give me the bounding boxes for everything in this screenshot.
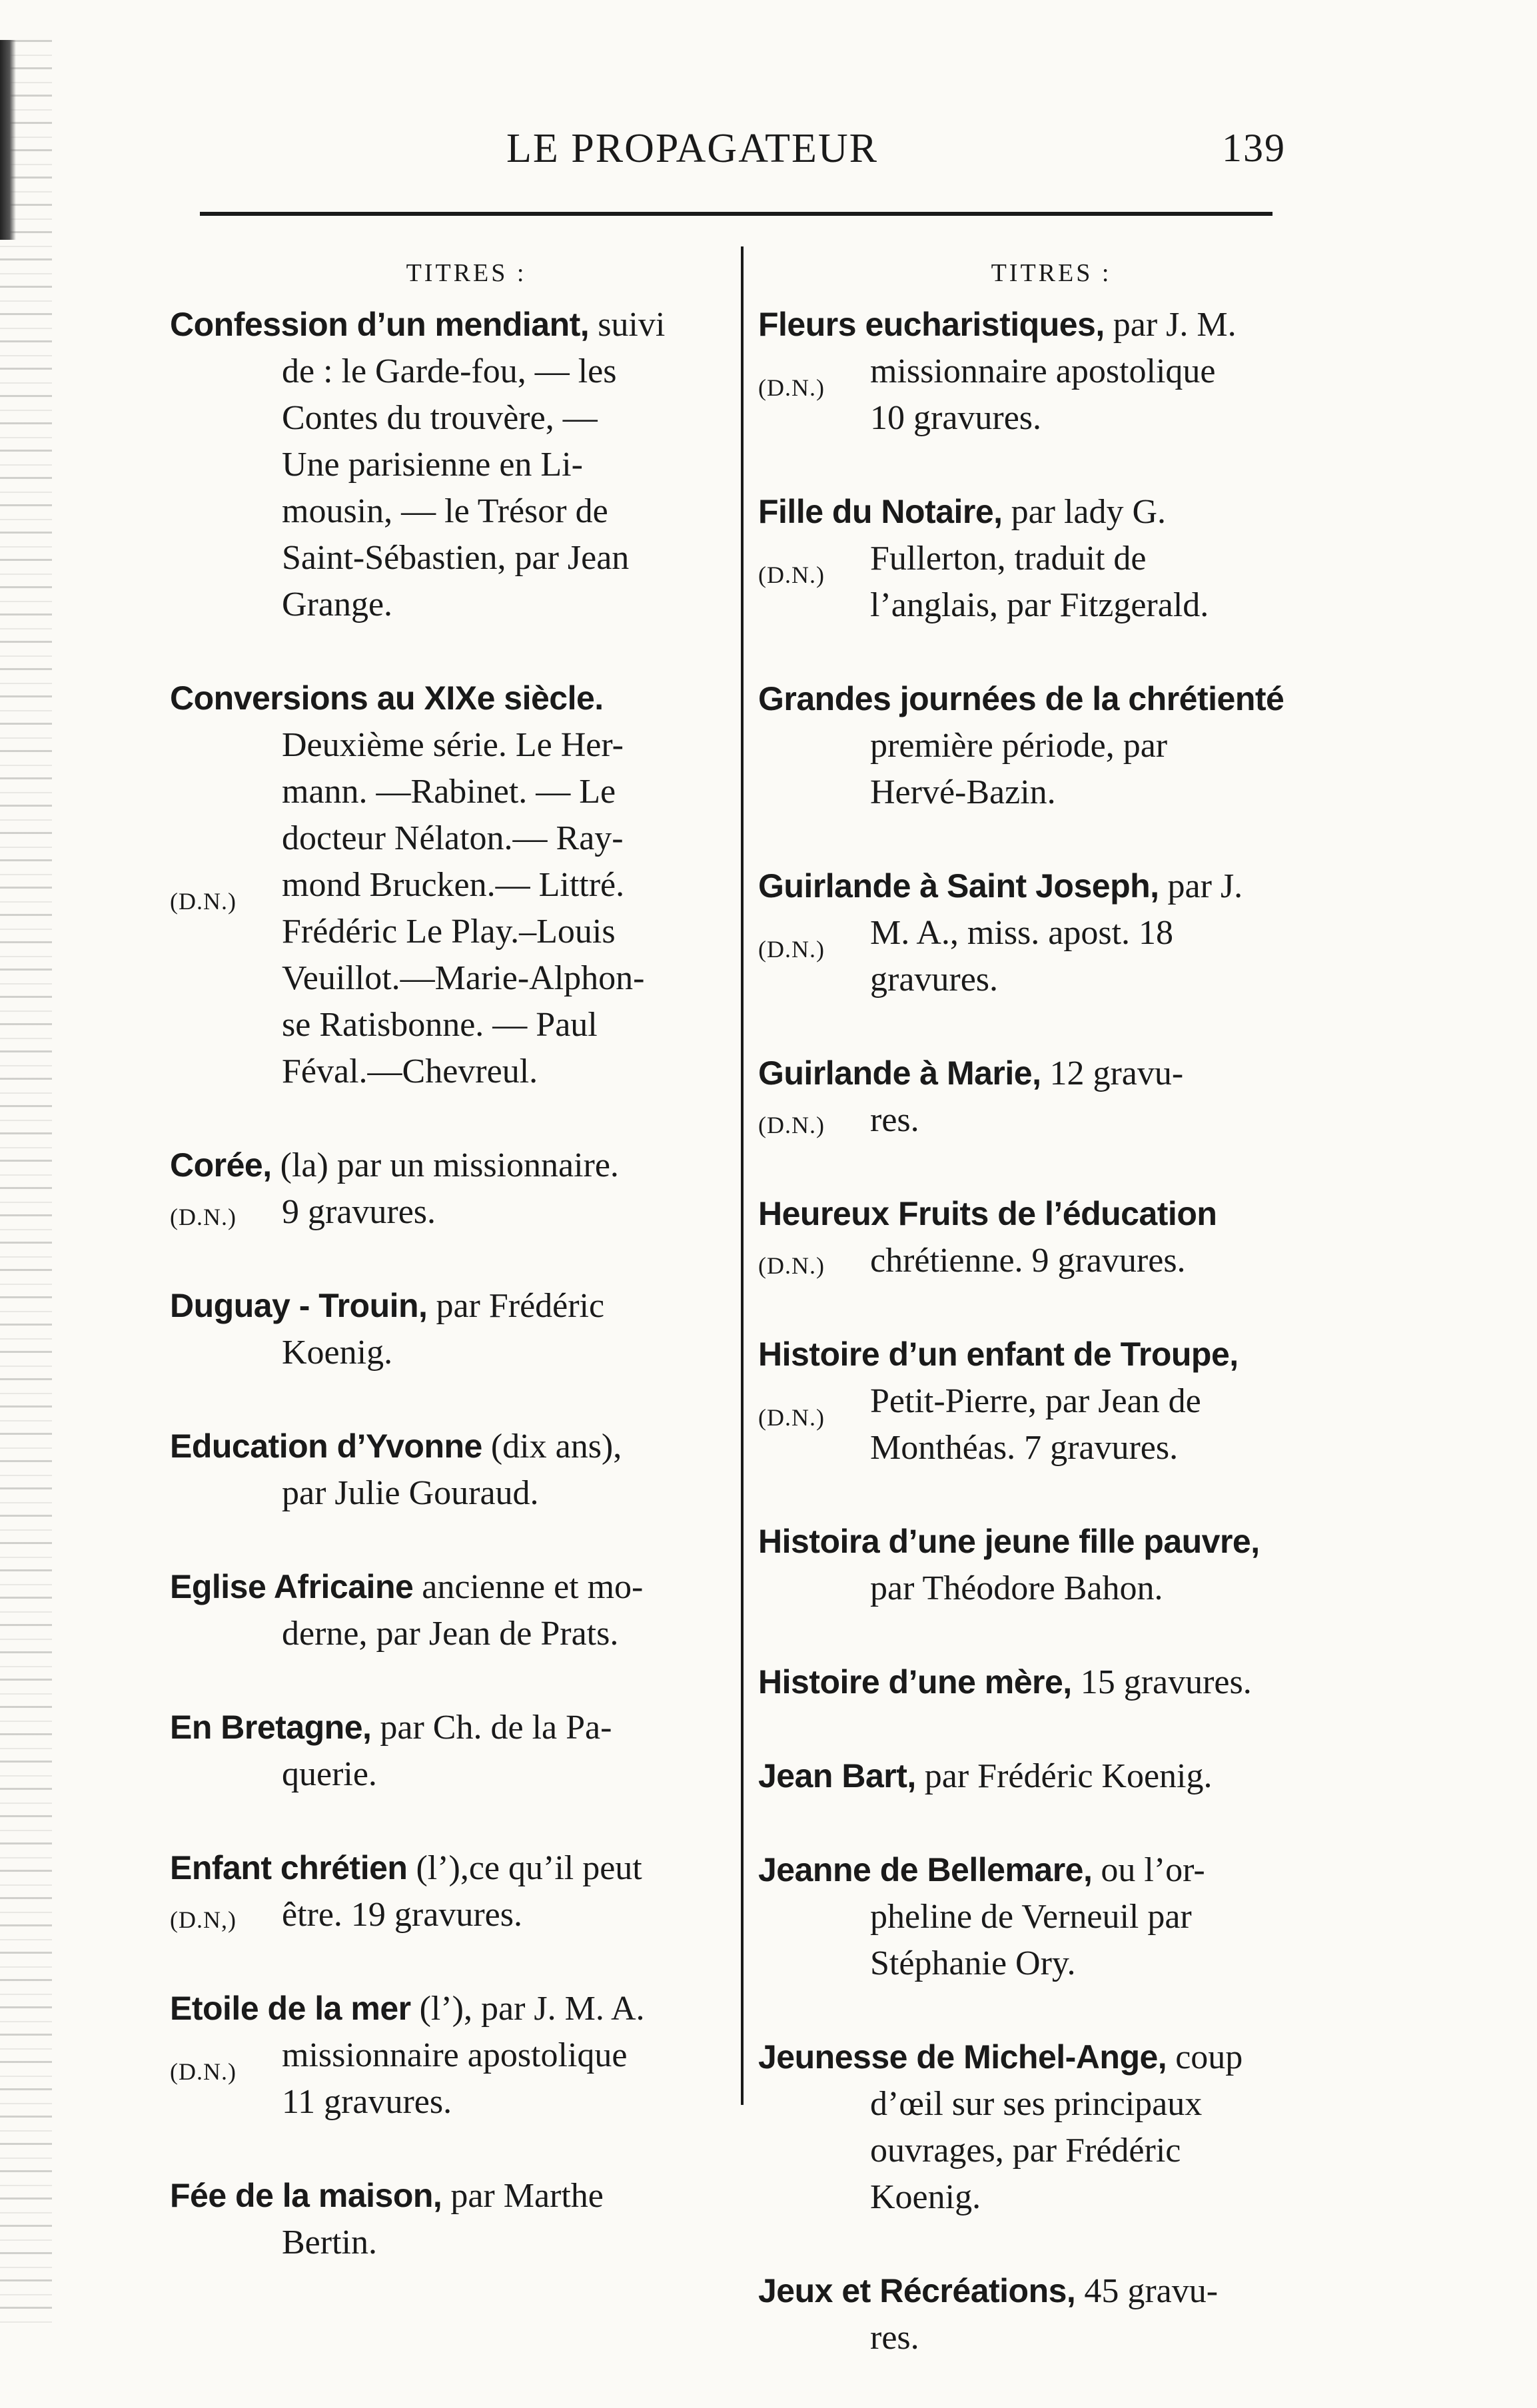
entry-title: Education d’Yvonne — [170, 1427, 482, 1465]
entry-title: Confession d’un mendiant, — [170, 306, 590, 343]
column-heading: TITRES : — [991, 259, 1112, 287]
entry-title: Duguay - Trouin, — [170, 1287, 428, 1324]
entry-text: par J. — [1159, 867, 1243, 905]
entry-continuation-line: pheline de Verneuil par — [870, 1898, 1192, 1936]
entry-text: par J. M. — [1104, 306, 1237, 344]
entry-continuation-line: Une parisienne en Li- — [282, 446, 583, 484]
entry-text: (l’),ce qu’il peut — [407, 1849, 642, 1887]
entry-first-line — [758, 1659, 1304, 1706]
entry-first-line — [170, 1704, 723, 1751]
catalogue-entry — [758, 1753, 1304, 1800]
catalogue-entry — [170, 1423, 723, 1517]
entry-text: (la) par un missionnaire. — [271, 1146, 619, 1184]
right-column — [758, 253, 1304, 2408]
entry-continuation-line: d’œil sur ses principaux — [870, 2085, 1203, 2123]
catalogue-entry — [758, 1050, 1304, 1144]
page-header — [506, 125, 1286, 179]
entry-first-line — [170, 1142, 723, 1189]
entry-text: par Marthe — [442, 2177, 604, 2215]
catalogue-entry — [758, 1190, 1304, 1284]
dn-marker: (D.N.) — [758, 374, 825, 401]
entry-text: ancienne et mo- — [413, 1568, 644, 1606]
entry-title: Fée de la maison, — [170, 2177, 442, 2214]
entry-continuation-line: Deuxième série. Le Her- — [282, 726, 624, 764]
entry-continuation-line: Petit-Pierre, par Jean de — [870, 1382, 1201, 1420]
entry-first-line — [758, 1846, 1304, 1894]
binding-shadow — [0, 40, 16, 240]
dn-marker: (D.N.) — [758, 1112, 825, 1138]
entry-continuation-line: par Julie Gouraud. — [282, 1474, 539, 1512]
entry-first-line — [170, 1423, 723, 1470]
scanned-page-edge — [0, 40, 52, 2331]
dn-marker: (D.N.) — [170, 1204, 237, 1230]
entry-title: En Bretagne, — [170, 1709, 372, 1746]
entry-title: Etoile de la mer — [170, 1990, 411, 2027]
entry-title: Histoira d’une jeune fille pauvre, — [758, 1523, 1260, 1560]
entry-text: 12 gravu- — [1041, 1054, 1184, 1092]
entry-continuation-line: Bertin. — [282, 2223, 377, 2261]
entry-first-line — [758, 863, 1304, 910]
catalogue-entry — [170, 1844, 723, 1938]
entry-continuation-line: Koenig. — [870, 2178, 981, 2216]
left-column — [170, 253, 723, 2313]
entry-continuation-line: res. — [870, 1101, 919, 1139]
entry-continuation-line: ouvrages, par Frédéric — [870, 2132, 1181, 2170]
header-rule — [200, 212, 1273, 216]
entry-continuation-line: mousin, — le Trésor de — [282, 492, 608, 530]
entry-continuation-line: gravures. — [870, 961, 999, 999]
entry-title: Corée, — [170, 1146, 272, 1184]
dn-marker: (D.N,) — [170, 1906, 237, 1933]
entry-text: coup — [1167, 2038, 1243, 2076]
catalogue-entry — [758, 2267, 1304, 2361]
entry-first-line — [758, 301, 1304, 348]
entry-first-line — [758, 675, 1304, 723]
entry-continuation-line: se Ratisbonne. — Paul — [282, 1006, 598, 1044]
entry-continuation-line: être. 19 gravures. — [282, 1896, 522, 1934]
entry-continuation-line: mann. —Rabinet. — Le — [282, 773, 616, 811]
entry-text: par Frédéric Koenig. — [915, 1757, 1213, 1795]
entry-continuation-line: Stéphanie Ory. — [870, 1944, 1076, 1982]
catalogue-entry — [170, 1282, 723, 1376]
entry-text: 45 gravu- — [1075, 2272, 1219, 2310]
catalogue-entry — [758, 1331, 1304, 1471]
dn-marker: (D.N.) — [170, 888, 237, 915]
column-divider — [741, 246, 744, 2105]
catalogue-entry — [758, 301, 1304, 442]
entry-title: Jeux et Récréations, — [758, 2272, 1076, 2309]
entry-title: Fleurs eucharistiques, — [758, 306, 1105, 343]
catalogue-entry — [758, 1659, 1304, 1706]
entry-continuation-line: Monthéas. 7 gravures. — [870, 1429, 1179, 1467]
running-title: LE PROPAGATEUR — [506, 126, 878, 171]
entry-first-line — [758, 2267, 1304, 2315]
entry-first-line — [170, 1563, 723, 1611]
entry-continuation-line: missionnaire apostolique — [870, 352, 1216, 390]
catalogue-entry — [758, 488, 1304, 629]
entry-continuation-line: Féval.—Chevreul. — [282, 1052, 538, 1090]
entry-first-line — [758, 2034, 1304, 2081]
entry-first-line — [170, 2172, 723, 2219]
entry-text: (l’), par J. M. A. — [410, 1990, 645, 2028]
entry-continuation-line: Saint-Sébastien, par Jean — [282, 539, 630, 577]
entry-title: Conversions au XIXe siècle. — [170, 679, 604, 717]
catalogue-entry — [758, 1846, 1304, 1987]
dn-marker: (D.N.) — [758, 1252, 825, 1279]
entry-title: Fille du Notaire, — [758, 493, 1003, 530]
entry-continuation-line: mond Brucken.— Littré. — [282, 866, 625, 904]
entry-continuation-line: chrétienne. 9 gravures. — [870, 1242, 1186, 1280]
catalogue-entry — [170, 1985, 723, 2126]
page-number: 139 — [1222, 126, 1286, 170]
entry-text: (dix ans), — [482, 1427, 622, 1465]
entry-text: ou l’or- — [1092, 1851, 1205, 1889]
entry-continuation-line: Koenig. — [282, 1334, 393, 1372]
column-heading: TITRES : — [406, 259, 527, 287]
entry-continuation-line: Grange. — [282, 586, 393, 623]
entry-first-line — [758, 1331, 1304, 1378]
catalogue-entry — [170, 675, 723, 1095]
entry-first-line — [758, 1518, 1304, 1565]
catalogue-entry — [170, 301, 723, 628]
catalogue-entry — [170, 1563, 723, 1657]
entry-continuation-line: 9 gravures. — [282, 1193, 436, 1231]
catalogue-entry — [170, 1704, 723, 1798]
entry-continuation-line: Veuillot.—Marie-Alphon- — [282, 959, 645, 997]
dn-marker: (D.N.) — [170, 2058, 237, 2085]
entry-first-line — [758, 1050, 1304, 1097]
catalogue-entry — [758, 675, 1304, 816]
entry-continuation-line: de : le Garde-fou, — les — [282, 352, 617, 390]
entry-continuation-line: Contes du trouvère, — — [282, 399, 598, 437]
entry-title: Histoire d’une mère, — [758, 1663, 1072, 1701]
dn-marker: (D.N.) — [758, 936, 825, 963]
entry-text: 15 gravures. — [1071, 1663, 1252, 1701]
entry-continuation-line: 10 gravures. — [870, 399, 1042, 437]
entry-continuation-line: Hervé-Bazin. — [870, 773, 1056, 811]
entry-first-line — [170, 1985, 723, 2032]
entry-title: Jean Bart, — [758, 1757, 916, 1795]
entry-first-line — [758, 1190, 1304, 1238]
entry-text: par Frédéric — [427, 1287, 605, 1325]
entry-continuation-line: par Théodore Bahon. — [870, 1569, 1163, 1607]
entry-title: Jeunesse de Michel-Ange, — [758, 2038, 1167, 2076]
entry-title: Enfant chrétien — [170, 1849, 408, 1886]
entry-continuation-line: res. — [870, 2319, 919, 2357]
entry-continuation-line: Fullerton, traduit de — [870, 540, 1147, 578]
entry-continuation-line: derne, par Jean de Prats. — [282, 1615, 619, 1653]
catalogue-entry — [758, 2034, 1304, 2221]
entry-title: Guirlande à Saint Joseph, — [758, 867, 1159, 905]
entry-first-line — [170, 1282, 723, 1330]
catalogue-entry — [758, 863, 1304, 1003]
entry-continuation-line: querie. — [282, 1755, 377, 1793]
entry-continuation-line: première période, par — [870, 727, 1168, 765]
entry-title: Jeanne de Bellemare, — [758, 1851, 1093, 1888]
catalogue-entry — [170, 2172, 723, 2266]
entry-title: Guirlande à Marie, — [758, 1054, 1041, 1092]
entry-text: par Ch. de la Pa- — [371, 1709, 612, 1747]
entry-continuation-line: missionnaire apostolique — [282, 2036, 628, 2074]
entry-continuation-line: 11 gravures. — [282, 2083, 452, 2121]
catalogue-entry — [170, 1142, 723, 1236]
entry-title: Histoire d’un enfant de Troupe, — [758, 1336, 1239, 1373]
entry-title: Grandes journées de la chrétienté — [758, 680, 1284, 717]
entry-first-line — [758, 1753, 1304, 1800]
dn-marker: (D.N.) — [758, 562, 825, 588]
catalogue-entry — [758, 1518, 1304, 1612]
entry-continuation-line: docteur Nélaton.— Ray- — [282, 819, 624, 857]
entry-continuation-line: Frédéric Le Play.–Louis — [282, 913, 616, 951]
entry-title: Heureux Fruits de l’éducation — [758, 1195, 1217, 1232]
entry-continuation-line: l’anglais, par Fitzgerald. — [870, 586, 1209, 624]
entry-first-line — [758, 488, 1304, 536]
entry-first-line — [170, 675, 723, 722]
entry-text: par lady G. — [1002, 493, 1167, 531]
entry-first-line — [170, 1844, 723, 1892]
dn-marker: (D.N.) — [758, 1404, 825, 1431]
entry-first-line — [170, 301, 723, 348]
entry-text: suivi — [589, 306, 666, 344]
entry-continuation-line: M. A., miss. apost. 18 — [870, 914, 1174, 952]
entry-title: Eglise Africaine — [170, 1568, 414, 1605]
